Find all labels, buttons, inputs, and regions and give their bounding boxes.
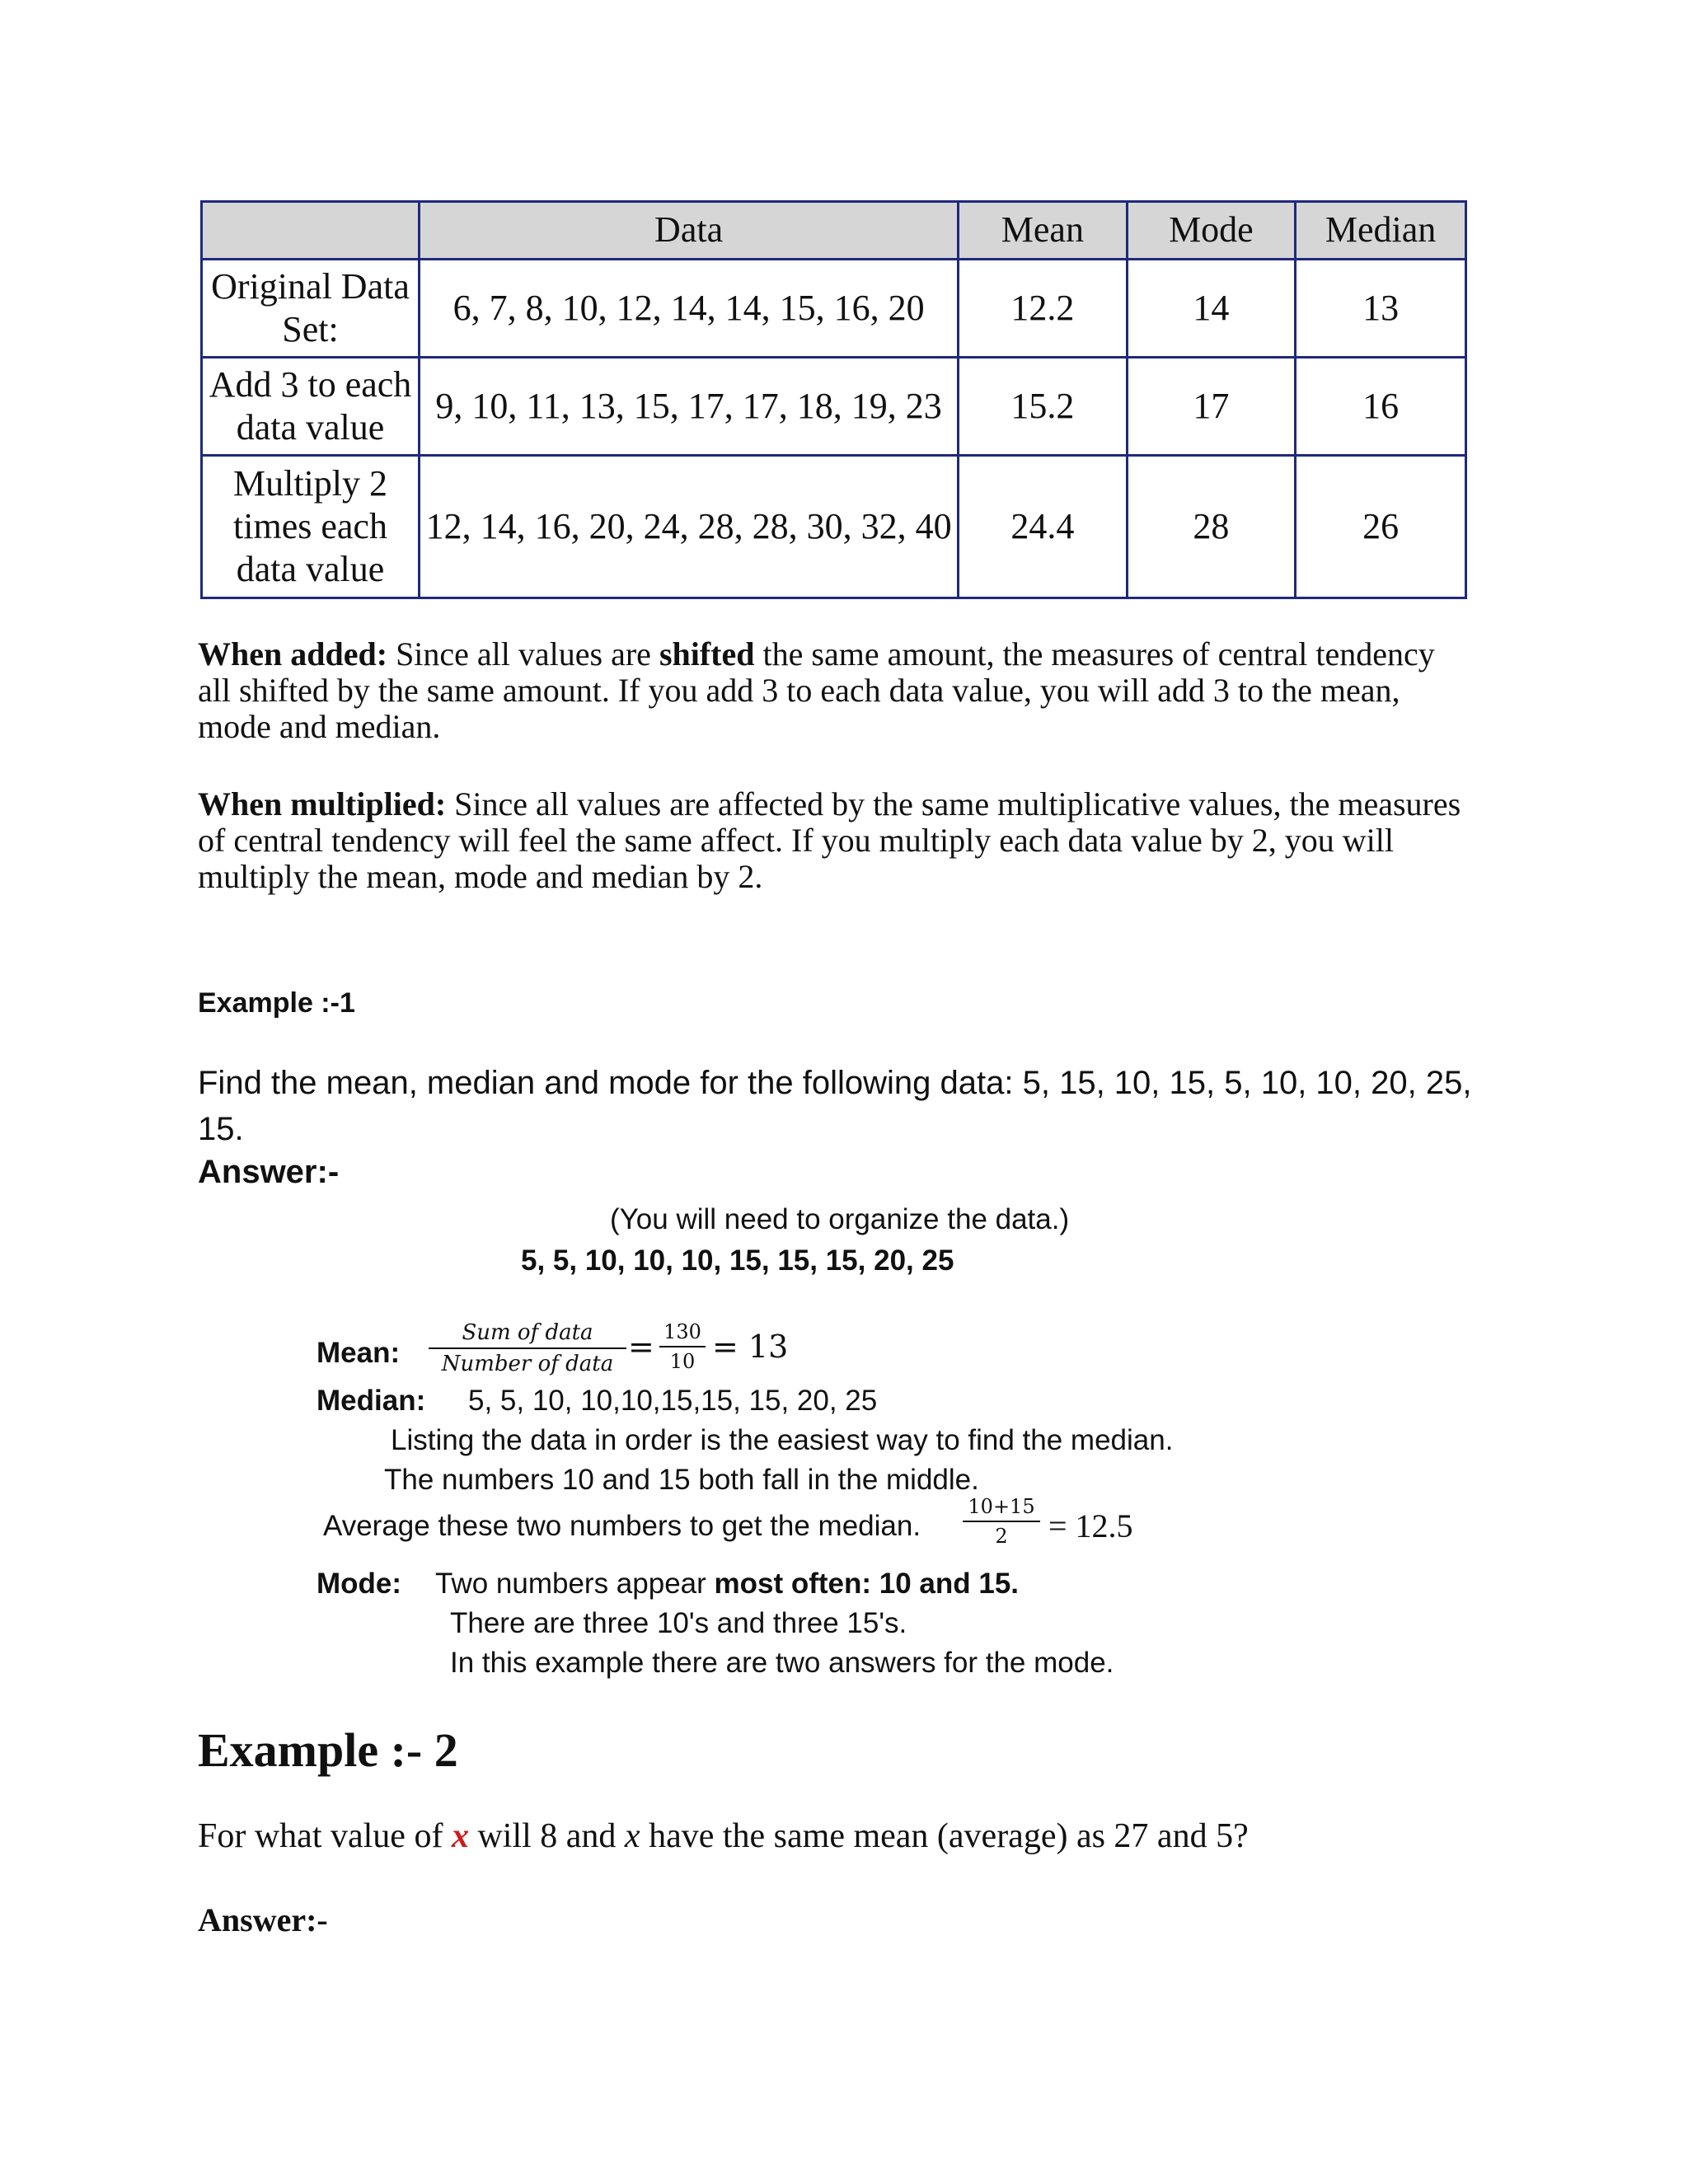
median-label: Median: [316,1385,426,1417]
example1-heading: Example :-1 [198,987,355,1019]
added-text-1: Since all values are [387,635,659,673]
row-mode: 14 [1127,259,1296,357]
table-row [202,455,1466,598]
mode-label: Mode: [316,1568,402,1600]
added-lead: When added: [198,635,388,673]
header-blank [202,202,420,260]
median-line-3: Average these two numbers to get the median. [323,1510,921,1542]
row-mode: 28 [1127,455,1296,598]
row-label: Original Data Set: [202,259,420,357]
row-mode: 17 [1127,357,1296,455]
header-mode: Mode [1127,202,1296,260]
header-data: Data [420,202,959,260]
header-median: Median [1296,202,1466,260]
row-median: 16 [1296,357,1466,455]
row-mean: 12.2 [959,259,1127,357]
example2-x-red: x [451,1817,469,1855]
example1-question: Find the mean, median and mode for the following data: 5, 15, 10, 15, 5, 10, 10, 20, 25, 15. [198,1065,1472,1147]
median-list: 5, 5, 10, 10,10,15,15, 15, 20, 25 [468,1385,878,1417]
example2-x: x [624,1817,640,1855]
mean-fraction-values [659,1320,706,1373]
mode-text-plain: Two numbers appear [435,1568,715,1600]
example2-question [198,1816,1249,1856]
mode-line-2: There are three 10's and three 15's. [450,1607,907,1639]
mode-line-3: In this example there are two answers for the mode. [450,1647,1114,1679]
median-fraction [963,1495,1040,1548]
multiplied-paragraph [198,786,1467,895]
row-data: 6, 7, 8, 10, 12, 14, 14, 15, 16, 20 [420,259,959,357]
row-data: 9, 10, 11, 13, 15, 17, 17, 18, 19, 23 [420,357,959,455]
example2-q-a: For what value of [198,1817,452,1855]
mean-fraction [429,1320,626,1376]
median-fraction-denominator: 2 [995,1525,1008,1548]
multiplied-lead: When multiplied: [198,785,447,823]
example2-heading: Example :- 2 [198,1723,458,1777]
mean-equals: = [628,1329,654,1365]
example2-q-b: will 8 and [468,1817,625,1855]
example2-q-c: have the same mean (average) as 27 and 5? [640,1817,1249,1855]
mean-denominator-value: 10 [669,1350,696,1373]
row-median: 13 [1296,259,1466,357]
row-data: 12, 14, 16, 20, 24, 28, 28, 30, 32, 40 [420,455,959,598]
row-mean: 15.2 [959,357,1127,455]
organize-note: (You will need to organize the data.) [610,1203,1070,1235]
mode-text [435,1568,1019,1601]
row-mean: 24.4 [959,455,1127,598]
median-line-1: Listing the data in order is the easiest way to find the median. [391,1424,1174,1456]
table-row [202,259,1466,357]
header-mean: Mean [959,202,1127,260]
mean-numerator: Sum of data [462,1320,593,1345]
table-row [202,357,1466,455]
sorted-data: 5, 5, 10, 10, 10, 15, 15, 15, 20, 25 [521,1244,954,1277]
mean-label: Mean: [316,1337,401,1369]
mean-numerator-value: 130 [663,1320,701,1343]
row-label: Add 3 to each data value [202,357,420,455]
added-text-2: the same amount, the measures of central tendency all shifted by the same amount. If you add 3 to each data value, you will add 3 to the mean, mode and median. [198,635,1435,745]
multiplied-text: Since all values are affected by the same multiplicative values, the measures of central tendency will feel the same affect. If you multiply each data value by 2, you will multiply the mean, mode and median by 2. [198,785,1461,895]
mean-denominator: Number of data [441,1352,614,1376]
table-header-row [202,202,1466,260]
row-median: 26 [1296,455,1466,598]
statistics-table [200,200,1467,599]
mode-text-bold: most often: 10 and 15. [714,1568,1020,1600]
example2-answer-label: Answer:- [198,1901,328,1938]
row-label: Multiply 2 times each data value [202,455,420,598]
median-fraction-numerator: 10+15 [968,1495,1035,1518]
mean-result: = 13 [712,1329,789,1365]
median-line-2: The numbers 10 and 15 both fall in the middle. [384,1464,979,1496]
added-paragraph [198,636,1467,745]
median-result: = 12.5 [1048,1507,1133,1544]
added-bold: shifted [659,635,755,673]
example1-answer-label: Answer:- [198,1154,340,1190]
